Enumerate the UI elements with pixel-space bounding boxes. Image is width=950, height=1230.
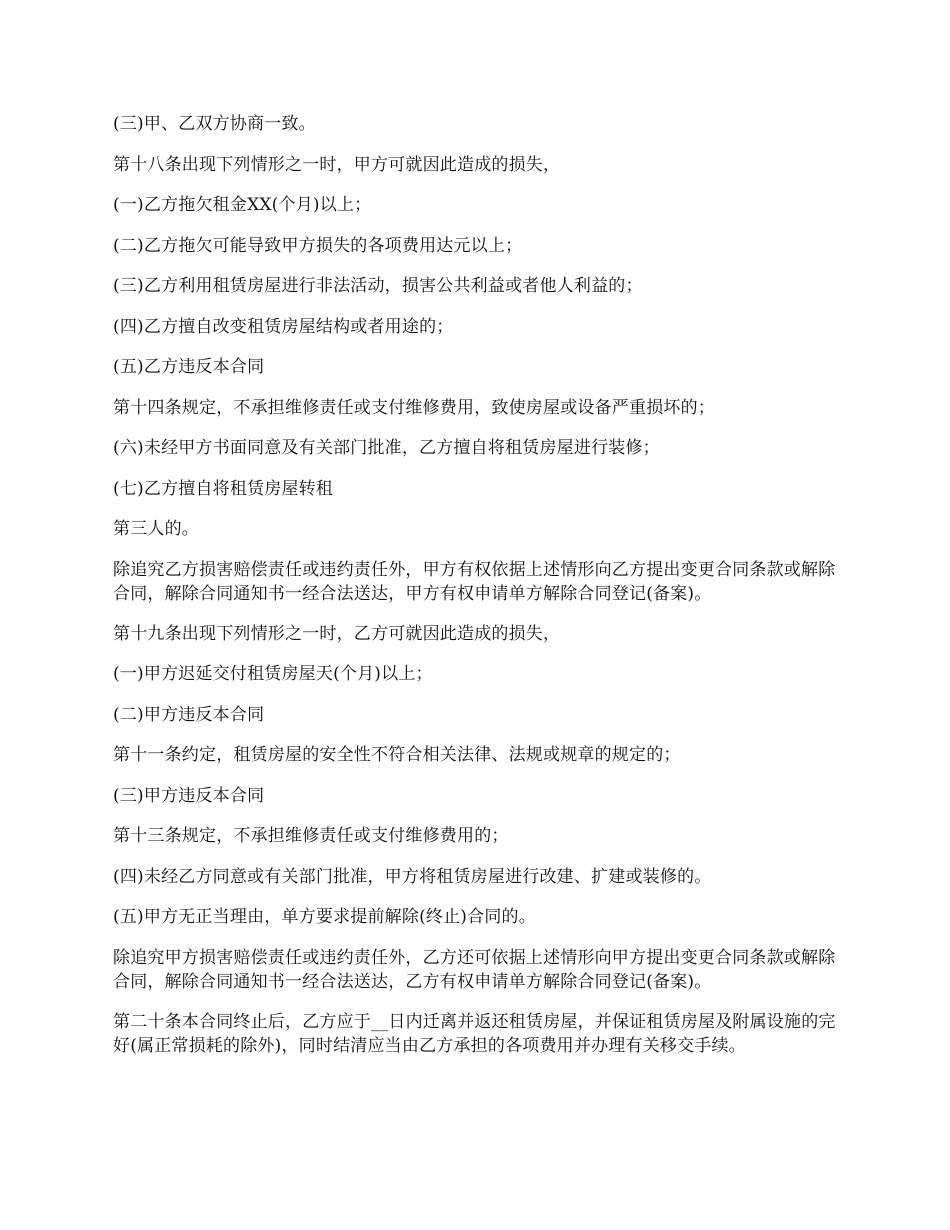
paragraph: (六)未经甲方书面同意及有关部门批准，乙方擅自将租赁房屋进行装修； — [113, 438, 660, 458]
document-page — [113, 112, 845, 1074]
paragraph: (一)甲方迟延交付租赁房屋天(个月)以上； — [113, 664, 433, 684]
paragraph: 第十四条规定，不承担维修责任或支付维修费用，致使房屋或设备严重损坏的； — [113, 397, 715, 418]
paragraph: 第十九条出现下列情形之一时，乙方可就因此造成的损失， — [113, 623, 561, 644]
paragraph: (三)甲、乙双方协商一致。 — [113, 114, 316, 134]
paragraph: (五)甲方无正当理由，单方要求提前解除(终止)合同的。 — [113, 907, 536, 927]
paragraph: (三)乙方利用租赁房屋进行非法活动，损害公共利益或者他人利益的； — [113, 276, 643, 296]
paragraph: (四)乙方擅自改变租赁房屋结构或者用途的； — [113, 316, 454, 337]
paragraph: (一)乙方拖欠租金XX(个月)以上； — [113, 195, 372, 215]
paragraph: 第十八条出现下列情形之一时，甲方可就因此造成的损失， — [113, 154, 561, 175]
paragraph: 第十三条规定，不承担维修责任或支付维修费用的； — [113, 826, 509, 846]
paragraph: (二)乙方拖欠可能导致甲方损失的各项费用达元以上； — [113, 235, 523, 256]
paragraph: 除追究甲方损害赔偿责任或违约责任外，乙方还可依据上述情形向甲方提出变更合同条款或解除合同，解除合同通知书一经合法送达，乙方有权申请单方解除合同登记(备案)。 — [113, 947, 836, 992]
paragraph: 第十一条约定，租赁房屋的安全性不符合相关法律、法规或规章的规定的； — [113, 745, 681, 765]
paragraph: 第三人的。 — [113, 519, 199, 539]
paragraph: (七)乙方擅自将租赁房屋转租 — [113, 478, 334, 499]
paragraph: (二)甲方违反本合同 — [113, 704, 265, 725]
paragraph: (五)乙方违反本合同 — [113, 357, 265, 377]
paragraph: 第二十条本合同终止后，乙方应于__日内迁离并返还租赁房屋，并保证租赁房屋及附属设施的完好(属正常损耗的除外)，同时结清应当由乙方承担的各项费用并办理有关移交手续。 — [113, 1011, 836, 1056]
paragraph: (四)未经乙方同意或有关部门批准，甲方将租赁房屋进行改建、扩建或装修的。 — [113, 866, 712, 887]
paragraph: 除追究乙方损害赔偿责任或违约责任外，甲方有权依据上述情形向乙方提出变更合同条款或解除合同，解除合同通知书一经合法送达，甲方有权申请单方解除合同登记(备案)。 — [113, 559, 836, 604]
paragraph: (三)甲方违反本合同 — [113, 785, 265, 806]
